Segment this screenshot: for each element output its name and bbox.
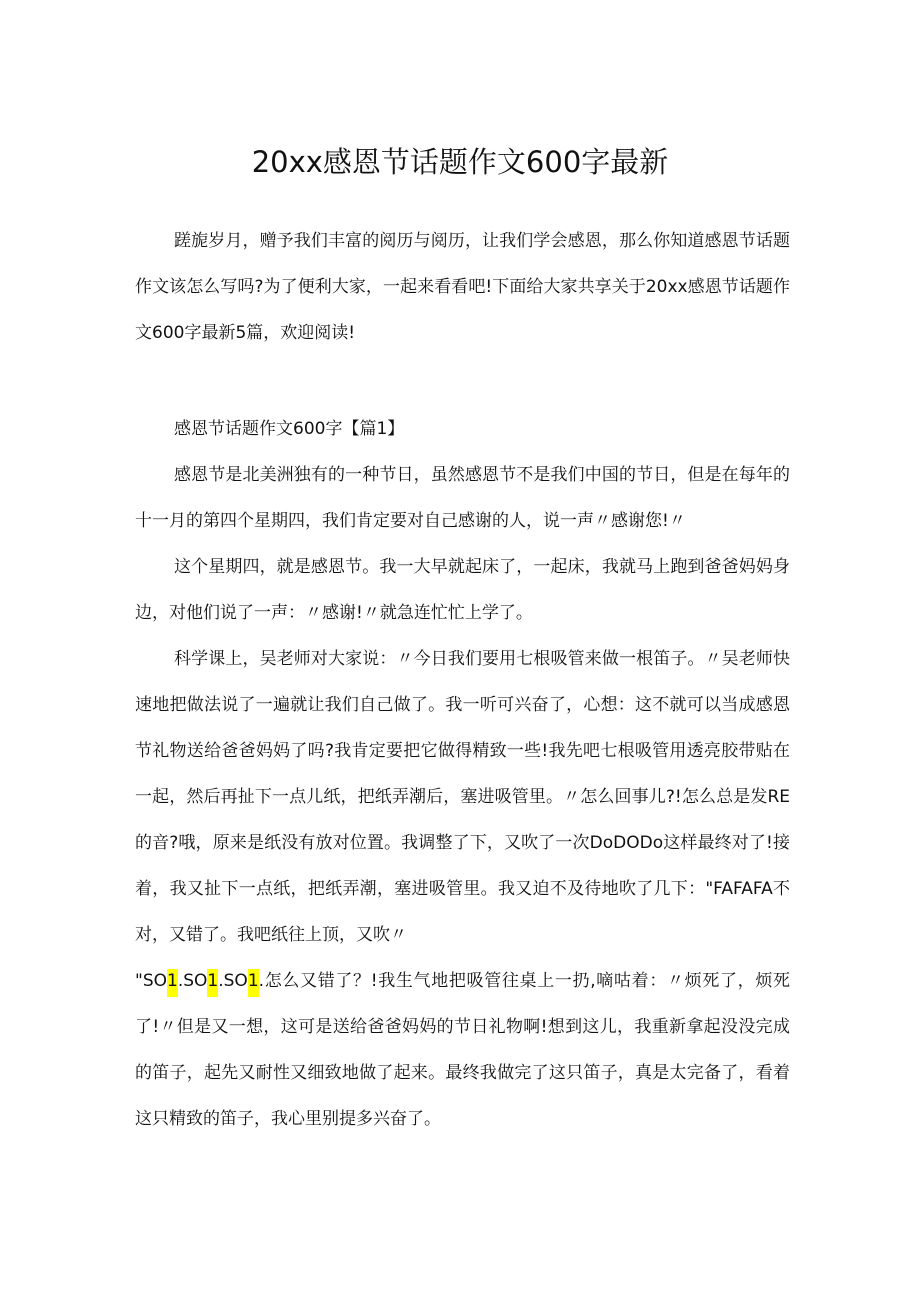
section-heading: 感恩节话题作文600字【篇1】 [174, 419, 405, 439]
paragraph-1: 感恩节是北美洲独有的一种节日，虽然感恩节不是我们中国的节日，但是在每年的十一月的第四个星期四，我们肯定要对自己感谢的人，说一声〃感谢您!〃 [135, 465, 790, 531]
paragraph-4 [135, 958, 790, 1142]
para4-start: "SO [135, 971, 167, 991]
document-body [135, 218, 790, 1142]
paragraph-2: 这个星期四，就是感恩节。我一大早就起床了，一起床，我就马上跑到爸爸妈妈身边，对他们说了一声：〃感谢!〃就急连忙忙上学了。 [135, 557, 790, 623]
document-title: 20xx感恩节话题作文600字最新 [251, 145, 669, 179]
highlight-mark-1: 1 [167, 969, 178, 997]
paragraph-3: 科学课上，吴老师对大家说：〃今日我们要用七根吸管来做一根笛子。〃吴老师快速地把做法说了一遍就让我们自己做了。我一听可兴奋了，心想：这不就可以当成感恩节礼物送给爸爸妈妈了吗?我肯定要把它做得精致一些!我先吧七根吸管用透亮胶带贴在一起，然后再扯下一点儿纸，把纸弄潮后，塞进吸管里。〃怎么回事儿?!怎么总是发RE的音?哦，原来是纸没有放对位置。我调整了下，又吹了一次DoDODo这样最终对了!接着，我又扯下一点纸，把纸弄潮，塞进吸管里。我又迫不及待地吹了几下："FAFAFA不对，又错了。我吧纸往上顶，又吹〃 [135, 649, 790, 945]
spacer [135, 356, 790, 406]
para4-rest: .怎么又错了？!我生气地把吸管往桌上一扔,嘀咕着：〃烦死了，烦死了!〃但是又一想，这可是送给爸爸妈妈的节日礼物啊!想到这儿，我重新拿起没没完成的笛子，起先又耐性又细致地做了起来。最终我做完了这只笛子，真是太完备了，看着这只精致的笛子，我心里别提多兴奋了。 [135, 971, 790, 1129]
para4-mid-2: .SO [218, 971, 248, 991]
highlight-mark-3: 1 [248, 969, 259, 997]
intro-paragraph: 蹉旎岁月，赠予我们丰富的阅历与阅历，让我们学会感恩，那么你知道感恩节话题作文该怎么写吗?为了便利大家，一起来看看吧!下面给大家共享关于20xx感恩节话题作文600字最新5篇，欢迎阅读! [135, 231, 790, 343]
para4-mid-1: .SO [177, 971, 208, 991]
highlight-mark-2: 1 [207, 969, 218, 997]
